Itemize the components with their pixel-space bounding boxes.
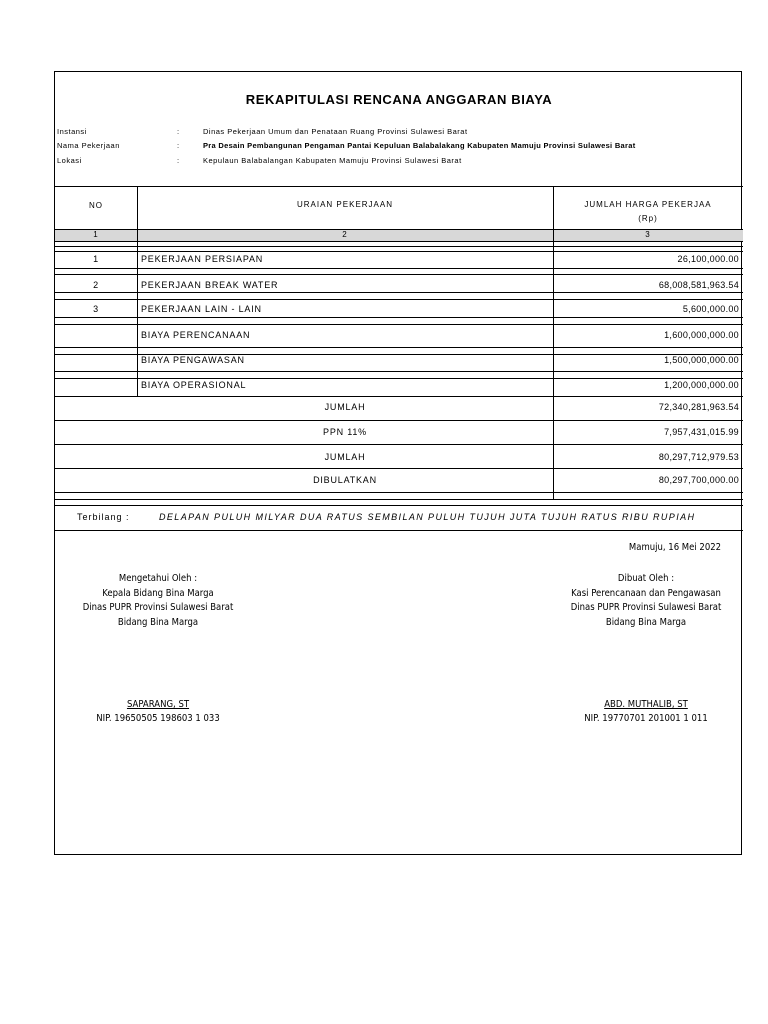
row-1-uraian: PEKERJAAN PERSIAPAN bbox=[141, 254, 264, 264]
col-divider-no bbox=[137, 186, 138, 396]
header-jumlah-unit: (Rp) bbox=[638, 214, 658, 223]
meta-sep-nama-pekerjaan: : bbox=[177, 141, 180, 150]
terbilang-bottom-border bbox=[55, 530, 743, 531]
meta-label-nama-pekerjaan: Nama Pekerjaan bbox=[57, 141, 120, 150]
colnum-2: 2 bbox=[342, 230, 348, 239]
row-5-uraian: BIAYA PENGAWASAN bbox=[141, 355, 245, 365]
row-4-harga: 1,600,000,000.00 bbox=[664, 330, 739, 340]
terbilang-text: DELAPAN PULUH MILYAR DUA RATUS SEMBILAN PULUH TUJUH JUTA TUJUH RATUS RIBU RUPIAH bbox=[159, 512, 696, 522]
row-line bbox=[55, 371, 743, 372]
place-date: Mamuju, 16 Mei 2022 bbox=[628, 542, 722, 553]
row-1-no: 1 bbox=[93, 254, 99, 264]
left-sign-line2: Kepala Bidang Bina Marga bbox=[102, 588, 214, 599]
row-3-harga: 5,600,000.00 bbox=[682, 304, 739, 314]
colnum-3: 3 bbox=[645, 230, 651, 239]
right-sign-line4: Bidang Bina Marga bbox=[605, 617, 687, 628]
row-line bbox=[55, 499, 743, 500]
left-sign-line4: Bidang Bina Marga bbox=[117, 617, 199, 628]
document-frame bbox=[54, 71, 742, 855]
right-sign-line1: Dibuat Oleh : bbox=[617, 573, 675, 584]
summary-jumlah-label: JUMLAH bbox=[324, 402, 366, 412]
summary-dibulatkan-label: DIBULATKAN bbox=[313, 475, 377, 485]
row-line bbox=[55, 251, 743, 252]
left-sign-nip: NIP. 19650505 198603 1 033 bbox=[96, 713, 220, 724]
left-sign-line3: Dinas PUPR Provinsi Sulawesi Barat bbox=[82, 602, 234, 613]
summary-jumlah-value: 72,340,281,963.54 bbox=[658, 402, 739, 412]
right-sign-line3: Dinas PUPR Provinsi Sulawesi Barat bbox=[570, 602, 722, 613]
summary-total-value: 80,297,712,979.53 bbox=[658, 452, 739, 462]
row-line bbox=[55, 492, 743, 493]
row-line bbox=[55, 317, 743, 318]
meta-value-instansi: Dinas Pekerjaan Umum dan Penataan Ruang Provinsi Sulawesi Barat bbox=[203, 127, 468, 136]
right-sign-nip: NIP. 19770701 201001 1 011 bbox=[584, 713, 708, 724]
row-6-harga: 1,200,000,000.00 bbox=[664, 380, 739, 390]
meta-sep-instansi: : bbox=[177, 127, 180, 136]
row-line bbox=[55, 468, 743, 469]
right-sign-name: ABD. MUTHALIB, ST bbox=[604, 699, 688, 710]
row-line bbox=[55, 396, 743, 397]
header-no: NO bbox=[89, 201, 103, 210]
row-2-uraian: PEKERJAAN BREAK WATER bbox=[141, 280, 279, 290]
row-1-harga: 26,100,000.00 bbox=[677, 254, 739, 264]
row-6-uraian: BIAYA OPERASIONAL bbox=[141, 380, 247, 390]
row-line bbox=[55, 347, 743, 348]
table-top-border bbox=[55, 186, 743, 187]
row-4-uraian: BIAYA PERENCANAAN bbox=[141, 330, 251, 340]
summary-dibulatkan-value: 80,297,700,000.00 bbox=[658, 475, 739, 485]
header-uraian: URAIAN PEKERJAAN bbox=[296, 200, 394, 209]
row-line bbox=[55, 378, 743, 379]
summary-ppn-label: PPN 11% bbox=[323, 427, 367, 437]
meta-label-instansi: Instansi bbox=[57, 127, 87, 136]
meta-sep-lokasi: : bbox=[177, 156, 180, 165]
row-line bbox=[55, 324, 743, 325]
meta-value-nama-pekerjaan: Pra Desain Pembangunan Pengaman Pantai Kepuluan Balabalakang Kabupaten Mamuju Provinsi Sulawesi Barat bbox=[203, 141, 636, 150]
terbilang-label: Terbilang : bbox=[77, 512, 130, 522]
row-5-harga: 1,500,000,000.00 bbox=[664, 355, 739, 365]
row-line bbox=[55, 274, 743, 275]
row-line bbox=[55, 444, 743, 445]
right-sign-line2: Kasi Perencanaan dan Pengawasan bbox=[571, 588, 721, 599]
row-line bbox=[55, 420, 743, 421]
colnum-bottom-border bbox=[55, 241, 743, 242]
meta-label-lokasi: Lokasi bbox=[57, 156, 82, 165]
row-line bbox=[55, 268, 743, 269]
meta-value-lokasi: Kepulaun Balabalangan Kabupaten Mamuju Provinsi Sulawesi Barat bbox=[203, 156, 462, 165]
row-line bbox=[55, 299, 743, 300]
row-line bbox=[55, 292, 743, 293]
summary-total-label: JUMLAH bbox=[324, 452, 366, 462]
table-bottom-border bbox=[55, 505, 743, 506]
row-3-no: 3 bbox=[93, 304, 99, 314]
row-3-uraian: PEKERJAAN LAIN - LAIN bbox=[141, 304, 262, 314]
spacer-line bbox=[55, 246, 743, 247]
row-2-harga: 68,008,581,963.54 bbox=[658, 280, 739, 290]
left-sign-line1: Mengetahui Oleh : bbox=[118, 573, 198, 584]
row-2-no: 2 bbox=[93, 280, 99, 290]
left-sign-name: SAPARANG, ST bbox=[126, 699, 190, 710]
header-jumlah: JUMLAH HARGA PEKERJAA bbox=[584, 200, 712, 209]
summary-ppn-value: 7,957,431,015.99 bbox=[664, 427, 739, 437]
document-title: REKAPITULASI RENCANA ANGGARAN BIAYA bbox=[245, 92, 553, 107]
colnum-1: 1 bbox=[93, 230, 99, 239]
